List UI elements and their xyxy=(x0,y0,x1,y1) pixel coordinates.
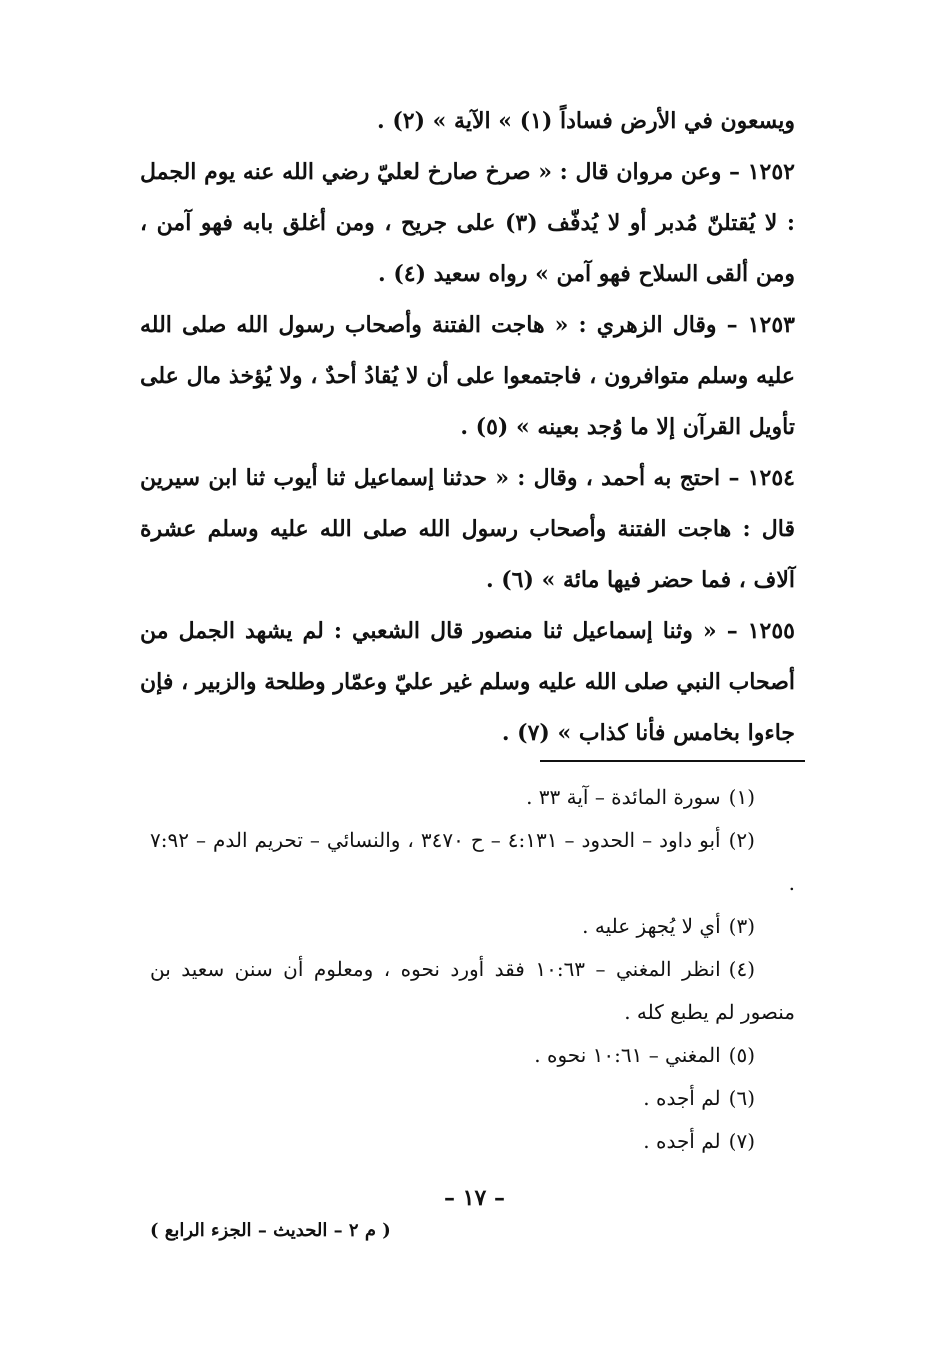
footnote-text: لم أجده . xyxy=(643,1129,721,1153)
footnote-text: لم أجده . xyxy=(643,1086,721,1110)
paragraph-continuation xyxy=(140,96,795,147)
footnote-item xyxy=(150,1034,795,1077)
footnote-text: انظر المغني – ١٠:٦٣ فقد أورد نحوه ، ومعلوم أن سنن سعيد بن منصور لم يطبع كله . xyxy=(150,957,795,1024)
footnote-number: (٧) xyxy=(728,1129,755,1153)
paragraph-text: – وعن مروان قال : « صرخ صارخ لعليّ رضي الله عنه يوم الجمل : لا يُقتلنّ مُدبر أو لا يُدفّف (٣) على جريح ، ومن أغلق بابه فهو آمن ، ومن ألقى السلاح فهو آمن » رواه سعيد (٤) . xyxy=(140,159,796,287)
hadith-number: ١٢٥٤ xyxy=(747,465,795,491)
volume-signature: ( م ٢ – الحديث – الجزء الرابع ) xyxy=(150,1220,391,1241)
footnote-text: المغني – ١٠:٦١ نحوه . xyxy=(534,1043,721,1067)
footnote-text: سورة المائدة – آية ٣٣ . xyxy=(526,785,721,809)
footnote-text: أبو داود – الحدود – ٤:١٣١ – ح ٣٤٧٠ ، والنسائي – تحريم الدم – ٧:٩٢ . xyxy=(150,828,795,895)
footnote-number: (٣) xyxy=(728,914,755,938)
footnote-number: (٢) xyxy=(728,828,755,852)
page-number xyxy=(0,1185,933,1211)
paragraph-text: ويسعون في الأرض فساداً (١) » الآية » (٢) . xyxy=(377,108,795,134)
footnote-number: (٦) xyxy=(728,1086,755,1110)
footnote-item xyxy=(150,948,795,1034)
hadith-paragraph xyxy=(140,606,795,759)
footnotes xyxy=(150,776,795,1163)
footnote-number: (٥) xyxy=(728,1043,755,1067)
hadith-paragraph xyxy=(140,300,795,453)
paragraph-text: – وقال الزهري : « هاجت الفتنة وأصحاب رسول الله صلى الله عليه وسلم متوافرون ، فاجتمعوا على أن لا يُقادُ أحدٌ ، ولا يُؤخذ مال على تأويل القرآن إلا ما وُجد بعينه » (٥) . xyxy=(140,312,795,440)
page-number-text: – ١٧ – xyxy=(444,1185,505,1211)
footnote-item xyxy=(150,776,795,819)
main-text xyxy=(140,96,795,759)
footnote-item xyxy=(150,905,795,948)
footnote-number: (١) xyxy=(728,785,755,809)
hadith-number: ١٢٥٣ xyxy=(747,312,795,338)
hadith-number: ١٢٥٢ xyxy=(747,159,795,185)
paragraph-text: – « وثنا إسماعيل ثنا منصور قال الشعبي : لم يشهد الجمل من أصحاب النبي صلى الله عليه وسلم غير عليّ وعمّار وطلحة والزبير ، فإن جاءوا بخامس فأنا كذاب » (٧) . xyxy=(140,618,795,746)
footnote-separator xyxy=(540,760,805,762)
footnote-item xyxy=(150,819,795,905)
footnote-number: (٤) xyxy=(728,957,755,981)
hadith-number: ١٢٥٥ xyxy=(747,618,795,644)
footnote-text: أي لا يُجهز عليه . xyxy=(582,914,721,938)
hadith-paragraph xyxy=(140,453,795,606)
footnote-item xyxy=(150,1120,795,1163)
paragraph-text: – احتج به أحمد ، وقال : « حدثنا إسماعيل ثنا أيوب ثنا ابن سيرين قال : هاجت الفتنة وأصحاب رسول الله صلى الله عليه وسلم عشرة آلاف ، فما حضر فيها مائة » (٦) . xyxy=(140,465,795,593)
hadith-paragraph xyxy=(140,147,795,300)
footnote-item xyxy=(150,1077,795,1120)
